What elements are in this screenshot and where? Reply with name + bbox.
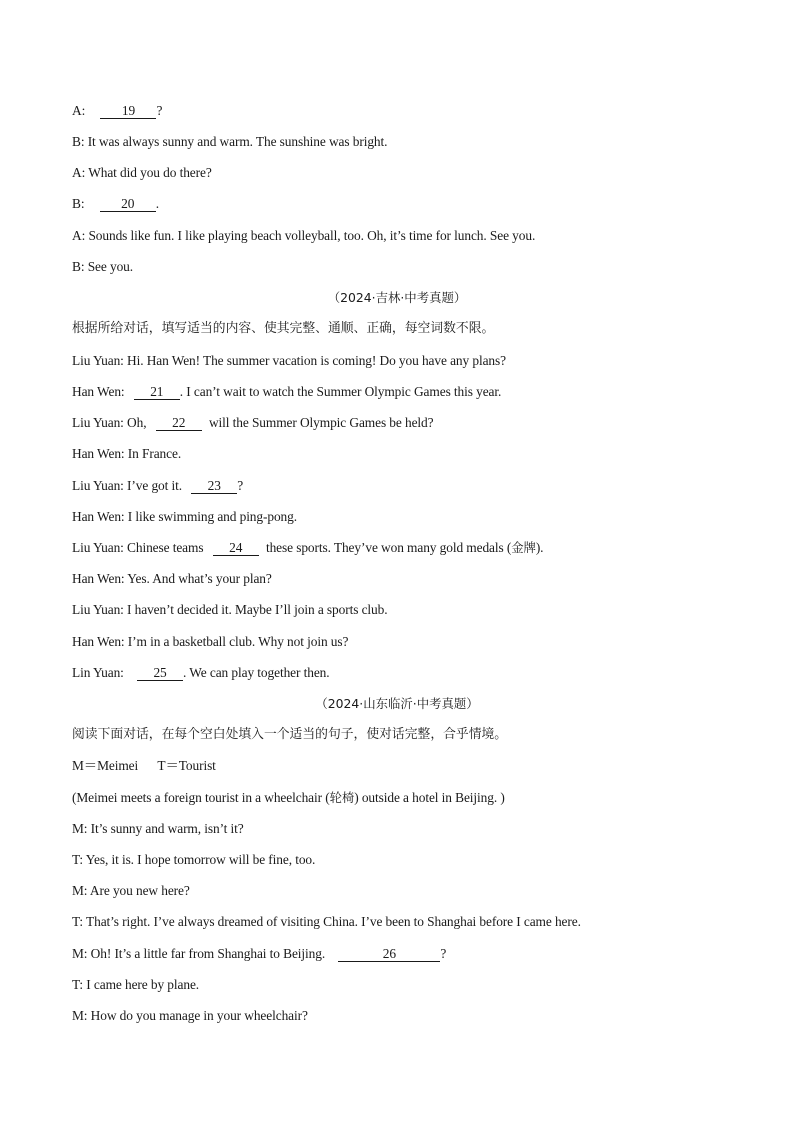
answer-blank: 21 <box>134 384 180 400</box>
answer-blank: 20 <box>100 196 156 212</box>
dialogue-line: Liu Yuan: Hi. Han Wen! The summer vacation is coming! Do you have any plans? <box>72 353 506 368</box>
dialogue-line <box>72 539 543 557</box>
punctuation: . <box>155 196 159 211</box>
punctuation: ? <box>156 103 163 118</box>
dialogue-line: Han Wen: I like swimming and ping-pong. <box>72 509 297 524</box>
speaker-label: Han Wen: <box>72 384 125 399</box>
dialogue-line: Liu Yuan: I haven’t decided it. Maybe I’ll join a sports club. <box>72 602 388 617</box>
speaker-label: Liu Yuan: Chinese teams <box>72 540 204 555</box>
answer-blank: 23 <box>191 478 237 494</box>
speaker-label: A: <box>72 103 86 118</box>
punctuation: ). <box>535 540 544 555</box>
dialogue-line: B: It was always sunny and warm. The sunshine was bright. <box>72 134 388 149</box>
speaker-label: Liu Yuan: I’ve got it. <box>72 478 182 493</box>
punctuation: ? <box>237 478 244 493</box>
gloss-text: 金牌 <box>511 540 536 555</box>
dialogue-line <box>72 664 330 682</box>
line-text: (Meimei meets a foreign tourist in a wheelchair ( <box>72 790 330 805</box>
dialogue-line <box>72 102 162 120</box>
line-text: will the Summer Olympic Games be held? <box>208 415 434 430</box>
dialogue-line <box>72 789 505 807</box>
dialogue-line: M: Are you new here? <box>72 883 190 898</box>
answer-blank: 22 <box>156 415 202 431</box>
dialogue-line: M＝Meimei T＝Tourist <box>72 758 216 773</box>
line-text: ) outside a hotel in Beijing. ) <box>354 790 505 805</box>
section-heading: （2024·吉林·中考真题） <box>327 290 467 305</box>
speaker-label: B: <box>72 196 85 211</box>
answer-blank: 26 <box>338 946 440 962</box>
dialogue-line: B: See you. <box>72 259 134 274</box>
section-heading: （2024·山东临沂·中考真题） <box>315 696 479 711</box>
dialogue-line: M: It’s sunny and warm, isn’t it? <box>72 821 244 836</box>
line-text: these sports. They’ve won many gold medals ( <box>265 540 512 555</box>
answer-blank: 19 <box>100 103 156 119</box>
dialogue-line: Han Wen: In France. <box>72 446 182 461</box>
punctuation: ? <box>440 946 447 961</box>
dialogue-line: Han Wen: I’m in a basketball club. Why not join us? <box>72 634 349 649</box>
instruction-text: 阅读下面对话，在每个空白处填入一个适当的句子，使对话完整，合乎情境。 <box>72 727 508 742</box>
dialogue-line: A: What did you do there? <box>72 165 212 180</box>
dialogue-line <box>72 414 434 432</box>
answer-blank: 24 <box>213 540 259 556</box>
dialogue-line: T: Yes, it is. I hope tomorrow will be fine, too. <box>72 852 316 867</box>
speaker-label: Lin Yuan: <box>72 665 124 680</box>
speaker-label: Liu Yuan: Oh, <box>72 415 147 430</box>
dialogue-line <box>72 945 446 963</box>
dialogue-line <box>72 477 243 495</box>
dialogue-line: A: Sounds like fun. I like playing beach volleyball, too. Oh, it’s time for lunch. See you. <box>72 228 536 243</box>
dialogue-line: T: That’s right. I’ve always dreamed of visiting China. I’ve been to Shanghai before I came here. <box>72 914 581 929</box>
dialogue-line <box>72 195 159 213</box>
gloss-text: 轮椅 <box>329 790 355 805</box>
dialogue-line: Han Wen: Yes. And what’s your plan? <box>72 571 272 586</box>
dialogue-line: M: How do you manage in your wheelchair? <box>72 1008 308 1023</box>
dialogue-line <box>72 383 501 401</box>
line-text: M: Oh! It’s a little far from Shanghai to Beijing. <box>72 946 326 961</box>
answer-blank: 25 <box>137 665 183 681</box>
instruction-text: 根据所给对话，填写适当的内容、使其完整、通顺、正确，每空词数不限。 <box>72 321 495 336</box>
line-text: . We can play together then. <box>183 665 330 680</box>
line-text: . I can’t wait to watch the Summer Olympic Games this year. <box>179 384 502 399</box>
dialogue-line: T: I came here by plane. <box>72 977 200 992</box>
